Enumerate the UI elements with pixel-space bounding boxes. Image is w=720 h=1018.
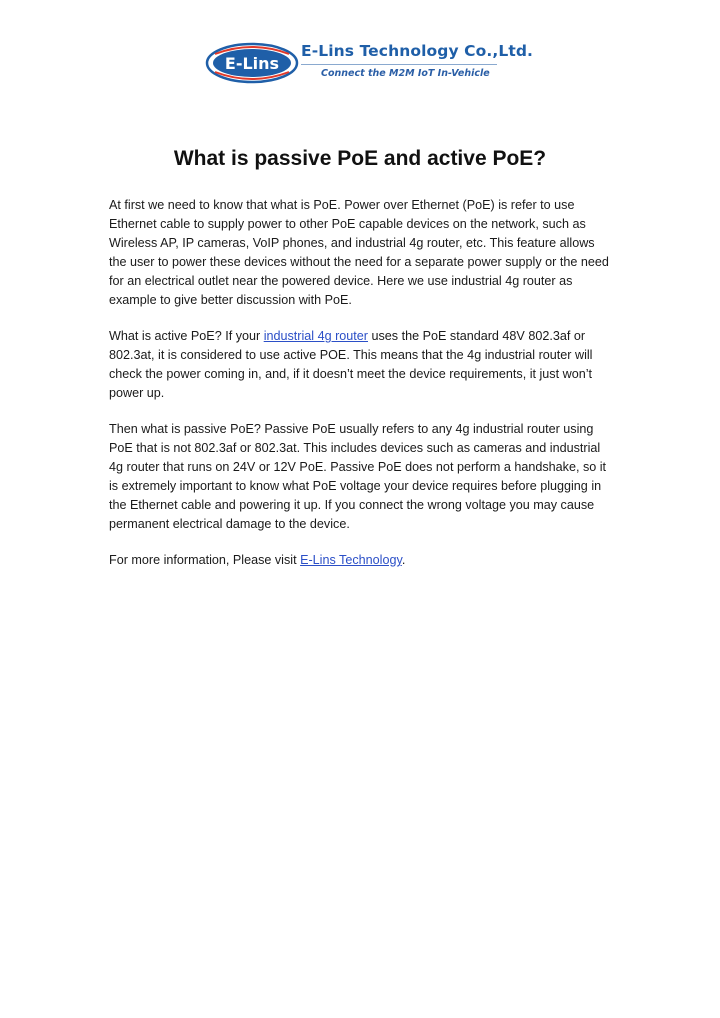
paragraph-more-info (109, 551, 615, 570)
company-logo (205, 40, 534, 86)
paragraph-passive-poe: Then what is passive PoE? Passive PoE usually refers to any 4g industrial router using PoE that is not 802.3af or 802.3at. This includes devices such as cameras and industrial 4g router that runs on 24V or 12V PoE. Passive PoE does not perform a handshake, so it is extremely important to know what PoE voltage your device requires before plugging in the Ethernet cable and powering it up. If you connect the wrong voltage you may cause permanent electrical damage to the device. (109, 422, 607, 531)
company-name: E-Lins Technology Co.,Ltd. (301, 42, 534, 60)
paragraph-text: What is active PoE? If your (109, 329, 264, 343)
industrial-4g-router-link[interactable]: industrial 4g router (263, 329, 368, 343)
paragraph-text: uses the PoE standard 48V 802.3af or 802.3at, it is considered to use active POE. This means that the 4g industrial router will check the power coming in, and, if it doesn’t meet the device requirements, it just won’t power up. (109, 329, 593, 400)
document-body (109, 196, 615, 587)
paragraph-active-poe (109, 327, 615, 403)
elins-technology-link[interactable]: E-Lins Technology (300, 553, 402, 567)
paragraph-text: For more information, Please visit (109, 553, 301, 567)
paragraph-text: . (401, 553, 406, 567)
document-title: What is passive PoE and active PoE? (173, 147, 547, 170)
logo-badge-text: E-Lins (224, 54, 280, 73)
logo-divider (301, 64, 497, 65)
elins-logo-icon (205, 42, 299, 84)
company-tagline: Connect the M2M IoT In-Vehicle (321, 68, 490, 79)
paragraph-what-is-poe: At first we need to know that what is PoE. Power over Ethernet (PoE) is refer to use Ethernet cable to supply power to other PoE capable devices on the network, such as Wireless AP, IP cameras, VoIP phones, and industrial 4g router, etc. This feature allows the user to power these devices without the need for a separate power supply or the need for an electrical outlet near the powered device. Here we use industrial 4g router as example to give better discussion with PoE. (109, 198, 609, 307)
